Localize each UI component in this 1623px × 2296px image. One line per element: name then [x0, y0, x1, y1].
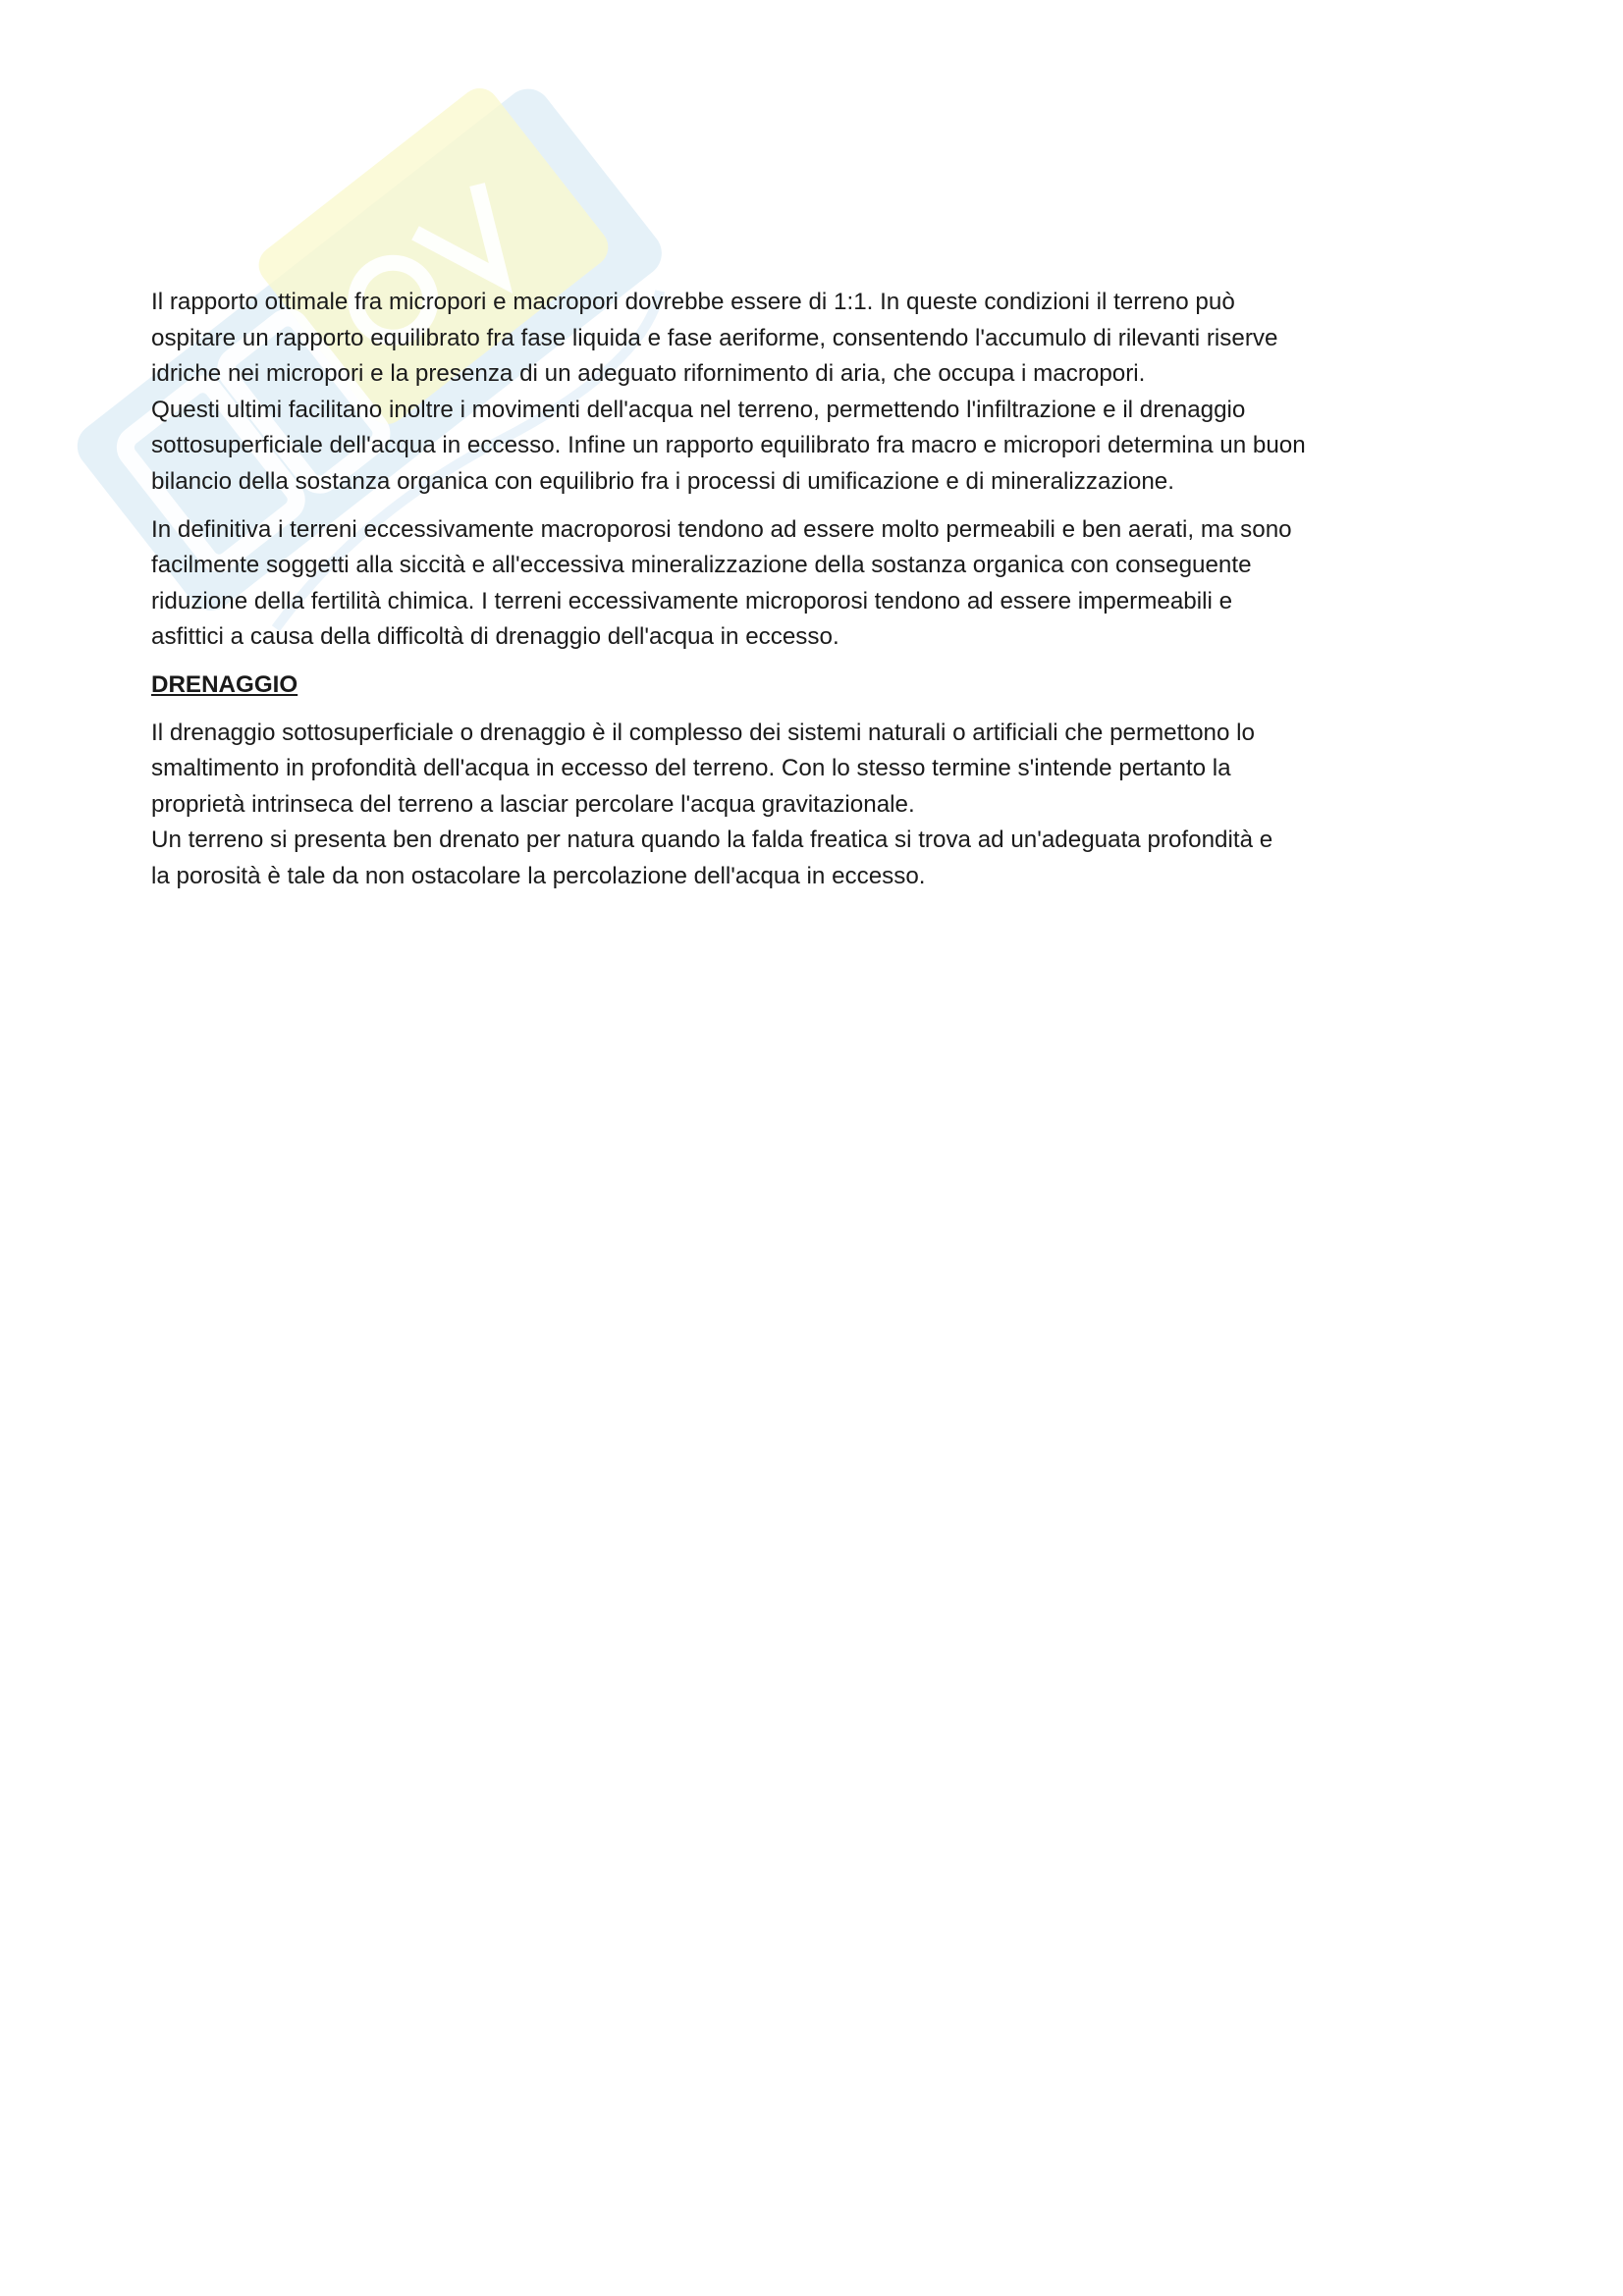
paragraph-porosity-ratio — [151, 285, 1487, 501]
text-line: In definitiva i terreni eccessivamente macroporosi tendono ad essere molto permeabili e ben aerati, ma sono — [151, 515, 1292, 543]
paragraph-porosity-conclusion — [151, 512, 1487, 656]
text-line: smaltimento in profondità dell'acqua in eccesso del terreno. Con lo stesso termine s'intende pertanto la — [151, 755, 1231, 782]
paragraph-drainage — [151, 716, 1487, 895]
text-line: la porosità è tale da non ostacolare la percolazione dell'acqua in eccesso. — [151, 862, 926, 889]
text-line: Il drenaggio sottosuperficiale o drenaggio è il complesso dei sistemi naturali o artificiali che permettono lo — [151, 719, 1255, 746]
text-line: proprietà intrinseca del terreno a lasciar percolare l'acqua gravitazionale. — [151, 790, 915, 818]
text-line: Un terreno si presenta ben drenato per natura quando la falda freatica si trova ad un'adeguata profondità e — [151, 827, 1273, 854]
text-line: Il rapporto ottimale fra micropori e macropori dovrebbe essere di 1:1. In queste condizioni il terreno può — [151, 289, 1235, 315]
text-line: asfittici a causa della difficoltà di drenaggio dell'acqua in eccesso. — [151, 623, 839, 651]
text-line: sottosuperficiale dell'acqua in eccesso. Infine un rapporto equilibrato fra macro e micropori determina un buon — [151, 432, 1306, 459]
text-line: ospitare un rapporto equilibrato fra fase liquida e fase aeriforme, consentendo l'accumulo di rilevanti riserve — [151, 324, 1278, 351]
text-line: riduzione della fertilità chimica. I terreni eccessivamente microporosi tendono ad essere impermeabili e — [151, 587, 1233, 614]
section-heading: DRENAGGIO — [151, 670, 298, 698]
document-body — [151, 285, 1487, 907]
text-line: Questi ultimi facilitano inoltre i movimenti dell'acqua nel terreno, permettendo l'infiltrazione e il drenaggio — [151, 396, 1246, 423]
text-line: facilmente soggetti alla siccità e all'eccessiva mineralizzazione della sostanza organica con conseguente — [151, 552, 1252, 579]
text-line: idriche nei micropori e la presenza di un adeguato rifornimento di aria, che occupa i macropori. — [151, 360, 1146, 388]
text-line: bilancio della sostanza organica con equilibrio fra i processi di umificazione e di mineralizzazione. — [151, 467, 1174, 495]
